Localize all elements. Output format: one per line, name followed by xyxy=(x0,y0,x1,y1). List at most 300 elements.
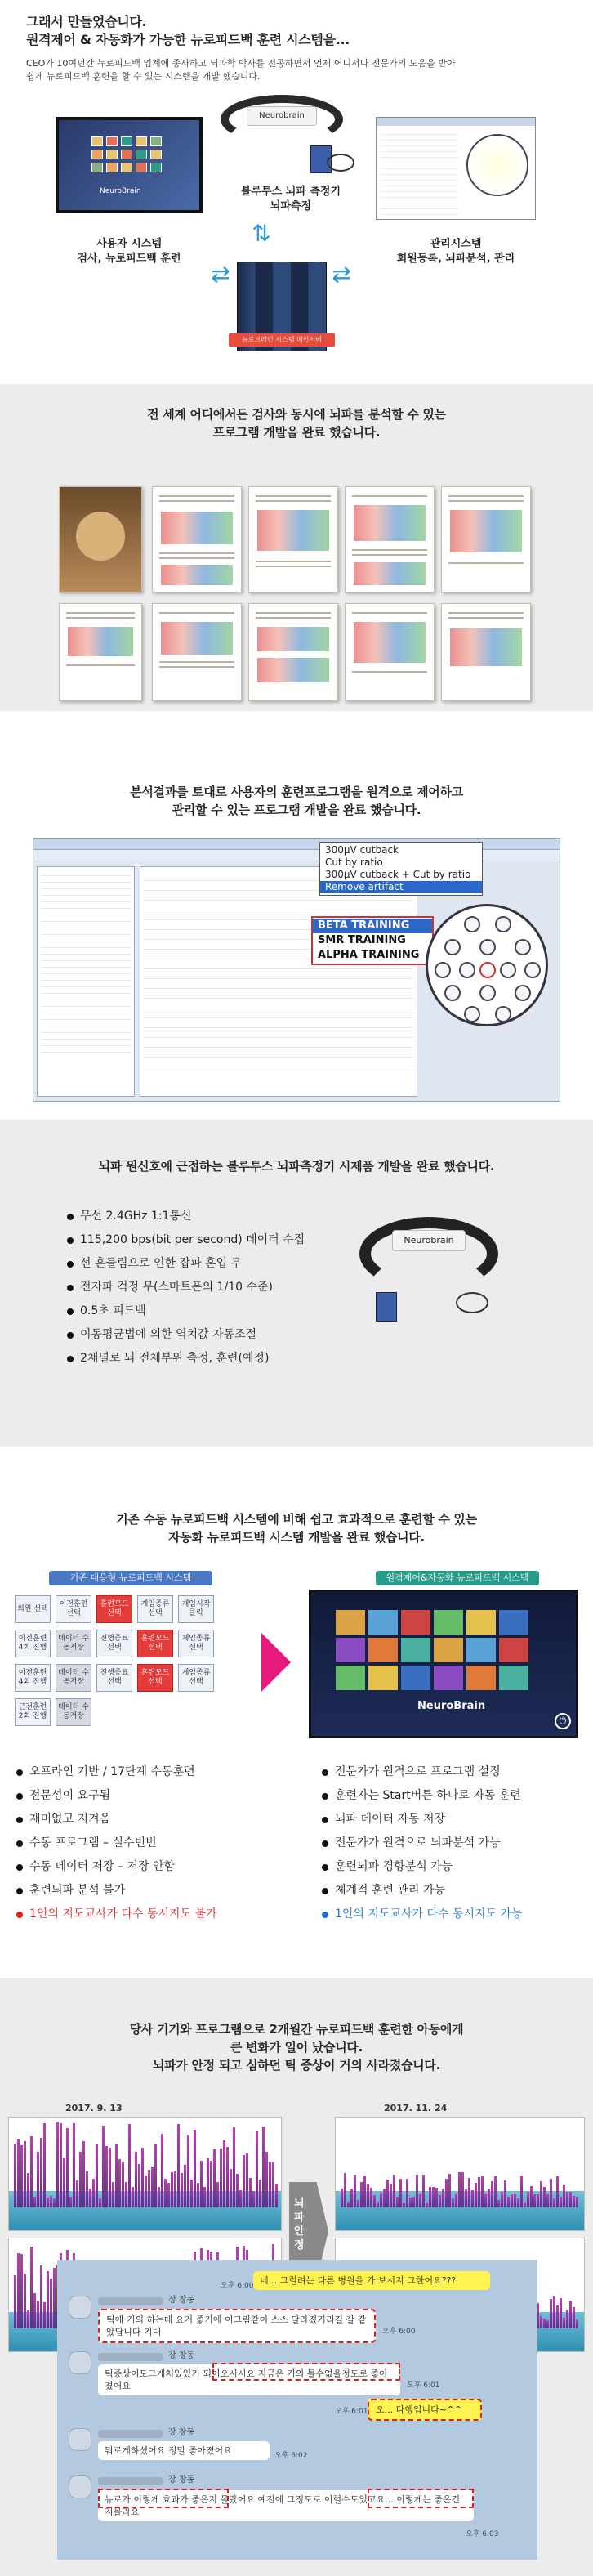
eeg-peak xyxy=(416,2175,418,2207)
chat-bubble-received: 뭐로게하셨어요 정말 좋아졌어요 xyxy=(98,2441,270,2460)
flow-box: 게임종류 선택 xyxy=(137,1595,173,1623)
chat-time: 오후 6:01 xyxy=(407,2381,440,2390)
eeg-peak xyxy=(560,2298,562,2328)
date-before: 2017. 9. 13 xyxy=(65,2103,123,2113)
eeg-peak xyxy=(488,2189,490,2207)
eeg-peak xyxy=(275,2184,278,2207)
device-spec-list xyxy=(65,1208,305,1374)
device-label-1: 블루투스 뇌파 측정기 xyxy=(240,186,341,198)
eeg-peak xyxy=(543,2319,546,2329)
eeg-peak xyxy=(386,2180,389,2208)
comparison-section xyxy=(0,1447,593,1978)
dropdown-option[interactable]: 300µV cutback + Cut by ratio xyxy=(325,869,471,880)
intro-line1: 그래서 만들었습니다. xyxy=(26,14,147,29)
eeg-peak xyxy=(92,2179,95,2208)
automated-system-list xyxy=(320,1764,523,1930)
bluetooth-section xyxy=(0,1120,593,1447)
eeg-peak xyxy=(99,2198,101,2208)
list-item: 전문가가 원격으로 뇌파분석 가능 xyxy=(320,1835,523,1851)
arrow-right-icon: ⇄ xyxy=(332,261,351,288)
eeg-peak xyxy=(246,2153,248,2208)
eeg-peak xyxy=(435,2188,438,2208)
server-label: 뉴로브레인 시스템 메인서버 xyxy=(229,333,335,347)
chat-time: 오후 6:01 xyxy=(335,2408,368,2416)
eeg-peak xyxy=(573,2196,575,2208)
sender-name: 장 창동 xyxy=(168,2296,195,2305)
eeg-peak xyxy=(409,2198,412,2208)
eeg-peak xyxy=(50,2279,52,2328)
highlight-box xyxy=(212,2363,400,2381)
eeg-peak xyxy=(556,2305,559,2328)
eeg-peak xyxy=(223,2140,225,2208)
eeg-peak xyxy=(471,2190,474,2208)
eeg-peak xyxy=(412,2197,415,2208)
eeg-peak xyxy=(347,2202,350,2207)
flow-box: 근전훈련 2회 진행 xyxy=(15,1698,51,1726)
eeg-peak xyxy=(27,2310,29,2328)
eeg-peak xyxy=(102,2126,105,2208)
settings-panel xyxy=(140,866,417,1097)
eeg-peak xyxy=(151,2167,154,2207)
eeg-peak xyxy=(174,2171,176,2207)
eeg-peak xyxy=(573,2307,575,2329)
eeg-peak xyxy=(203,2187,206,2207)
electrode-map xyxy=(426,904,548,1026)
flow-box: 데이터 수동저장 xyxy=(56,1698,91,1726)
section6-line2: 큰 변화가 일어 났습니다. xyxy=(230,2040,363,2055)
eeg-peak xyxy=(24,2141,26,2207)
eeg-peak xyxy=(530,2186,533,2208)
eeg-peak xyxy=(47,2198,49,2207)
eeg-peak xyxy=(145,2176,147,2207)
eeg-peak xyxy=(122,2162,124,2207)
eeg-peak xyxy=(20,2145,23,2207)
eeg-peak xyxy=(47,2271,49,2328)
ear-clip-icon xyxy=(456,1292,488,1313)
eeg-peak xyxy=(452,2198,454,2207)
eeg-peak xyxy=(514,2194,516,2207)
eeg-peak xyxy=(30,2247,33,2328)
paper-cover-thumbnail xyxy=(59,486,142,593)
artifact-dropdown[interactable] xyxy=(319,842,483,896)
eeg-peak xyxy=(233,2127,235,2208)
spec-item: 무선 2.4GHz 1:1통신 xyxy=(65,1208,305,1224)
flow-box: 진행종료 선택 xyxy=(96,1630,132,1657)
eeg-peak xyxy=(243,2155,245,2208)
flow-box: 게임시작 클릭 xyxy=(178,1595,214,1623)
eeg-peak xyxy=(43,2123,46,2207)
paper-thumbnail xyxy=(441,603,531,701)
admin-label-1: 관리시스템 xyxy=(430,238,482,250)
eeg-peak xyxy=(66,2128,69,2208)
eeg-peak xyxy=(135,2152,137,2207)
arrow-down-icon: ⇅ xyxy=(252,220,271,247)
paper-thumbnail xyxy=(441,486,531,593)
dropdown-option[interactable]: Cut by ratio xyxy=(325,856,383,868)
eeg-peak xyxy=(422,2175,425,2207)
spec-item: 115,200 bps(bit per second) 데이터 수집 xyxy=(65,1232,305,1248)
flow-box: 진행종료 선택 xyxy=(96,1664,132,1692)
eeg-peak xyxy=(344,2173,346,2207)
blurred-sender xyxy=(98,2477,163,2485)
eeg-peak xyxy=(461,2172,464,2207)
admin-label-2: 회원등록, 뇌파분석, 관리 xyxy=(396,253,515,265)
paper-thumbnail xyxy=(248,486,338,593)
eeg-peak xyxy=(403,2203,405,2207)
eeg-peak xyxy=(367,2184,369,2208)
eeg-peak xyxy=(566,2310,568,2328)
chat-time: 오후 6:00 xyxy=(382,2328,416,2336)
intro-para2: 쉽게 뉴로피드백 훈련을 할 수 있는 시스템을 개발 했습니다. xyxy=(26,71,261,82)
bluetooth-device-photo xyxy=(359,1214,498,1328)
sender-name: 장 창동 xyxy=(168,2475,195,2484)
eeg-peak xyxy=(458,2172,461,2208)
system-diagram xyxy=(33,88,560,378)
eeg-peak xyxy=(200,2161,203,2208)
eeg-peak xyxy=(576,2197,578,2207)
list-item: 훈련뇌파 경향분석 가능 xyxy=(320,1858,523,1875)
right-system-title: 원격제어&자동화 뉴로피드백 시스템 xyxy=(376,1571,539,1585)
chat-time: 오후 6:00 xyxy=(221,2282,254,2290)
eeg-peak xyxy=(504,2180,506,2207)
eeg-peak xyxy=(507,2197,510,2207)
eeg-peak xyxy=(511,2194,513,2208)
eeg-peak xyxy=(239,2190,242,2208)
device-brand: Neurobrain xyxy=(392,1230,466,1251)
eeg-peak xyxy=(230,2169,232,2207)
intro-line2: 원격제어 & 자동화가 가능한 뉴로피드백 훈련 시스템을... xyxy=(26,32,350,47)
flow-box: 훈련모드 선택 xyxy=(96,1595,132,1623)
eeg-peak xyxy=(569,2301,572,2328)
paper-thumbnail xyxy=(152,486,242,593)
member-list-panel xyxy=(37,866,135,1097)
eeg-peak xyxy=(115,2144,118,2207)
eeg-peak xyxy=(148,2170,150,2207)
chat-bubble-sent: 오... 다행입니다~^^ xyxy=(368,2399,482,2421)
eeg-peak xyxy=(112,2182,114,2207)
eeg-peak xyxy=(33,2293,36,2329)
eeg-peak xyxy=(40,2265,42,2328)
manual-flowchart xyxy=(15,1592,252,1731)
section6-line1: 당사 기기와 프로그램으로 2개월간 뉴로피드백 훈련한 아동에게 xyxy=(129,2022,464,2037)
eeg-peak xyxy=(553,2198,555,2208)
eeg-peak xyxy=(543,2187,546,2208)
list-item: 체계적 훈련 관리 가능 xyxy=(320,1882,523,1898)
section5-line2: 자동화 뉴로피드백 시스템 개발을 완료 했습니다. xyxy=(168,1530,425,1545)
list-item: 전문성이 요구됨 xyxy=(15,1787,217,1804)
headband-icon xyxy=(359,1217,498,1290)
eeg-peak xyxy=(354,2175,356,2208)
user-label-1: 사용자 시스템 xyxy=(96,238,162,250)
arrow-left-icon: ⇄ xyxy=(211,261,230,288)
eeg-peak xyxy=(236,2174,239,2208)
list-item: 수동 데이터 저장 – 저장 안함 xyxy=(15,1858,217,1875)
eeg-peak xyxy=(550,2179,552,2208)
eeg-peak xyxy=(265,2152,268,2207)
eeg-peak xyxy=(14,2144,16,2207)
avatar xyxy=(69,2475,91,2498)
section2-line1: 전 세계 어디에서든 검사와 동시에 뇌파를 분석할 수 있는 xyxy=(147,407,446,422)
eeg-peak xyxy=(390,2184,392,2207)
eeg-peak xyxy=(14,2275,16,2328)
eeg-peak xyxy=(341,2189,343,2207)
eeg-peak xyxy=(527,2192,529,2208)
eeg-peak xyxy=(556,2176,559,2207)
eeg-peak xyxy=(540,2316,542,2328)
sensor-module-icon xyxy=(376,1292,397,1322)
ear-clip-icon xyxy=(327,154,354,172)
paper-thumbnail xyxy=(345,486,435,593)
eeg-peak xyxy=(40,2138,42,2207)
section4-title: 뇌파 원신호에 근접하는 블루투스 뇌파측정기 시제품 개발을 완료 했습니다. xyxy=(98,1159,495,1174)
power-icon[interactable]: ⏻ xyxy=(555,1713,571,1729)
paper-thumbnail xyxy=(248,603,338,701)
eeg-peak xyxy=(380,2193,382,2208)
eeg-peak xyxy=(105,2146,108,2207)
intro-para1: CEO가 10여년간 뉴로피드백 업계에 종사하고 뇌과학 박사를 전공하면서 언제 어디서나 전문가의 도움을 받아 xyxy=(26,58,456,69)
flow-box: 이전훈련 선택 xyxy=(56,1595,91,1623)
eeg-peak xyxy=(262,2127,265,2207)
eeg-peak xyxy=(468,2178,470,2208)
blurred-sender xyxy=(98,2353,163,2361)
chat-time: 오후 6:02 xyxy=(274,2452,308,2460)
eeg-peak xyxy=(86,2171,88,2208)
eeg-peak xyxy=(524,2203,526,2208)
flow-box: 훈련모드 선택 xyxy=(137,1664,173,1692)
eeg-peak xyxy=(17,2139,20,2208)
eeg-peak xyxy=(370,2188,372,2208)
chat-text: 뉴로가 이렇게 효과가 좋은지 몰랐어요 예전에 그정도로 이럴수도있고요... 이렇게는 좋은건지몰라요 xyxy=(105,2494,461,2517)
eeg-peak xyxy=(30,2136,33,2207)
eeg-peak xyxy=(164,2179,167,2207)
eeg-peak xyxy=(360,2182,363,2208)
eeg-peak xyxy=(33,2197,36,2207)
eeg-peak xyxy=(43,2302,46,2329)
list-item: 전문가가 원격으로 프로그램 설정 xyxy=(320,1764,523,1780)
training-option[interactable]: SMR TRAINING xyxy=(318,934,406,946)
eeg-peak xyxy=(37,2152,39,2207)
eeg-peak xyxy=(399,2179,402,2207)
flow-box: 이전훈련 4회 진행 xyxy=(15,1664,51,1692)
eeg-peak xyxy=(154,2144,157,2207)
avatar xyxy=(69,2428,91,2451)
eeg-peak xyxy=(445,2179,448,2208)
highlight-box xyxy=(98,2489,229,2508)
eeg-peak xyxy=(181,2173,183,2208)
eeg-peak xyxy=(118,2159,121,2207)
eeg-peak xyxy=(373,2195,376,2207)
arrow-right-icon xyxy=(261,1633,291,1692)
eeg-peak xyxy=(259,2180,261,2207)
eeg-peak xyxy=(20,2254,23,2329)
eeg-peak xyxy=(537,2194,539,2207)
eeg-peak xyxy=(125,2182,127,2207)
spec-item: 2채널로 뇌 전체부위 측정, 훈련(예정) xyxy=(65,1350,305,1366)
section3-line2: 관리할 수 있는 프로그램 개발을 완료 했습니다. xyxy=(172,803,421,817)
chat-bubble-received: 틱에 거의 하는데 요거 좋기에 이그림같이 스스 달라졌거리길 잘 같았답니다 기대 xyxy=(98,2309,376,2343)
chat-time: 오후 6:03 xyxy=(466,2530,499,2538)
eeg-peak xyxy=(73,2123,75,2207)
eeg-peak xyxy=(560,2197,562,2207)
eeg-peak xyxy=(89,2189,91,2207)
dropdown-option[interactable]: 300µV cutback xyxy=(325,844,399,856)
eeg-peak xyxy=(187,2135,189,2208)
eeg-peak xyxy=(497,2200,500,2208)
eeg-peak xyxy=(546,2320,549,2329)
eeg-peak xyxy=(566,2192,568,2207)
eeg-peak xyxy=(563,2185,565,2207)
list-item: 뇌파 데이터 자동 저장 xyxy=(320,1811,523,1827)
eeg-peak xyxy=(24,2274,26,2329)
eeg-peak xyxy=(53,2268,56,2328)
analysis-section xyxy=(0,384,593,711)
user-system-screen xyxy=(56,117,203,213)
eeg-peak xyxy=(563,2318,565,2329)
eeg-peak xyxy=(220,2149,222,2207)
eeg-peak xyxy=(439,2195,441,2208)
section6-line3: 뇌파가 안정 되고 심하던 틱 증상이 거의 사라졌습니다. xyxy=(152,2058,441,2073)
eeg-peak xyxy=(37,2301,39,2328)
eeg-peak xyxy=(569,2192,572,2208)
section3-line1: 분석결과를 토대로 사용자의 훈련프로그램을 원격으로 제어하고 xyxy=(130,785,463,799)
spec-item: 0.5초 피드백 xyxy=(65,1303,305,1319)
spec-item: 선 흔들림으로 인한 잡파 혼입 무 xyxy=(65,1255,305,1272)
paper-thumbnail xyxy=(152,603,242,701)
intro-section xyxy=(0,0,593,384)
eeg-peak xyxy=(448,2174,451,2208)
eeg-peak xyxy=(533,2194,536,2208)
eeg-peak xyxy=(256,2131,258,2208)
eeg-peak xyxy=(406,2179,408,2207)
game-brand: NeuroBrain xyxy=(417,1700,486,1712)
list-item: 오프라인 기반 / 17단계 수동훈련 xyxy=(15,1764,217,1780)
list-item: 1인의 지도교사가 다수 동시지도 가능 xyxy=(320,1906,523,1922)
eeg-peak xyxy=(132,2187,134,2207)
eeg-peak xyxy=(27,2173,29,2207)
eeg-peak xyxy=(576,2319,578,2329)
eeg-peak xyxy=(465,2189,467,2208)
eeg-peak xyxy=(553,2296,555,2329)
eeg-peak xyxy=(419,2194,421,2207)
eeg-peak xyxy=(197,2183,199,2207)
automated-game-screen xyxy=(309,1590,578,1738)
eeg-peak xyxy=(350,2189,353,2208)
chat-screenshot xyxy=(57,2260,537,2560)
eeg-peak xyxy=(210,2161,212,2207)
user-screen-brand: NeuroBrain xyxy=(100,187,141,195)
list-item: 훈련뇌파 분석 불가 xyxy=(15,1882,217,1898)
eeg-peak xyxy=(194,2130,196,2208)
eeg-peak xyxy=(520,2176,523,2207)
eeg-peak xyxy=(171,2172,173,2207)
flow-box: 훈련모드 선택 xyxy=(137,1630,173,1657)
eeg-peak xyxy=(546,2194,549,2207)
training-option[interactable]: ALPHA TRAINING xyxy=(318,949,420,961)
section5-line1: 기존 수동 뉴로피드백 시스템에 비해 쉽고 효과적으로 훈련할 수 있는 xyxy=(116,1512,477,1527)
eeg-peak xyxy=(484,2194,487,2208)
eeg-peak xyxy=(141,2148,144,2208)
eeg-peak xyxy=(76,2180,78,2207)
eeg-peak xyxy=(63,2158,65,2207)
flow-box: 게임종류 선택 xyxy=(178,1630,214,1657)
eeg-peak xyxy=(363,2176,366,2207)
eeg-peak xyxy=(60,2123,62,2208)
eeg-peak xyxy=(138,2164,140,2207)
eeg-peak xyxy=(190,2180,193,2208)
eeg-peak xyxy=(128,2124,131,2208)
paper-thumbnail xyxy=(59,603,142,701)
eeg-peak xyxy=(540,2181,542,2208)
eeg-peak xyxy=(478,2177,480,2207)
eeg-peak xyxy=(226,2147,229,2208)
eeg-peak xyxy=(396,2197,399,2208)
eeg-peak xyxy=(184,2165,186,2207)
eeg-peak xyxy=(17,2253,20,2329)
software-screenshot xyxy=(33,838,560,1102)
training-select[interactable] xyxy=(311,916,434,965)
arrow-label: 뇌파안정 xyxy=(294,2198,305,2252)
eeg-peak xyxy=(167,2183,170,2208)
eeg-peak xyxy=(53,2198,56,2207)
flow-box: 게임종류 선택 xyxy=(178,1664,214,1692)
eeg-peak xyxy=(377,2202,379,2207)
eeg-peak xyxy=(393,2175,395,2207)
sender-name: 장 창동 xyxy=(168,2428,195,2437)
user-label-2: 검사, 뉴로피드백 훈련 xyxy=(77,253,181,265)
eeg-peak xyxy=(177,2124,180,2207)
eeg-peak xyxy=(501,2192,503,2208)
flow-box: 데이터 수동저장 xyxy=(56,1664,91,1692)
list-item: 재미없고 지겨움 xyxy=(15,1811,217,1827)
sender-name: 장 창동 xyxy=(168,2351,195,2360)
training-option-selected[interactable]: BETA TRAINING xyxy=(313,919,432,933)
eeg-peak xyxy=(216,2182,219,2207)
list-item: 1인의 지도교사가 다수 동시지도 불가 xyxy=(15,1906,217,1922)
eeg-peak xyxy=(357,2200,359,2207)
chat-bubble-sent: 네... 그럴려는 다른 병원을 가 보시지 그한어요??? xyxy=(253,2271,490,2290)
eeg-graph-before xyxy=(8,2117,282,2231)
list-item: 훈련자는 Start버튼 하나로 자동 훈련 xyxy=(320,1787,523,1804)
eeg-peak xyxy=(426,2203,428,2207)
eeg-peak xyxy=(109,2148,111,2208)
eeg-peak xyxy=(158,2187,160,2207)
device-label-2: 뇌파측정 xyxy=(270,200,312,212)
spec-item: 이동평균법에 의한 역치값 자동조절 xyxy=(65,1326,305,1343)
headband-brand: Neurobrain xyxy=(247,106,317,126)
eeg-peak xyxy=(269,2162,271,2208)
eeg-peak xyxy=(550,2299,552,2328)
eeg-peak xyxy=(432,2187,435,2207)
flow-box: 이전훈련 4회 진행 xyxy=(15,1630,51,1657)
eeg-peak xyxy=(249,2178,252,2207)
eeg-peak xyxy=(79,2152,82,2208)
eeg-peak xyxy=(442,2189,444,2207)
eeg-peak xyxy=(455,2194,457,2207)
section2-line2: 프로그램 개발을 완료 했습니다. xyxy=(212,425,381,440)
avatar xyxy=(69,2351,91,2374)
eeg-peak xyxy=(475,2183,477,2207)
eeg-graph-after xyxy=(335,2117,585,2231)
eeg-peak xyxy=(96,2144,98,2207)
admin-system-screen xyxy=(376,117,536,220)
dropdown-option-selected[interactable]: Remove artifact xyxy=(320,881,482,893)
chat-text: 틱증상이도그게처있있기 되어오시시요 지금은 거의 틀수없을정도로 좋아졌어요 xyxy=(105,2368,388,2391)
flow-box: 데이터 수동저장 xyxy=(56,1630,91,1657)
eeg-peak xyxy=(213,2149,216,2207)
spec-item: 전자파 걱정 무(스마트폰의 1/10 수준) xyxy=(65,1279,305,1295)
eeg-peak xyxy=(82,2141,85,2207)
eeg-peak xyxy=(56,2122,59,2207)
